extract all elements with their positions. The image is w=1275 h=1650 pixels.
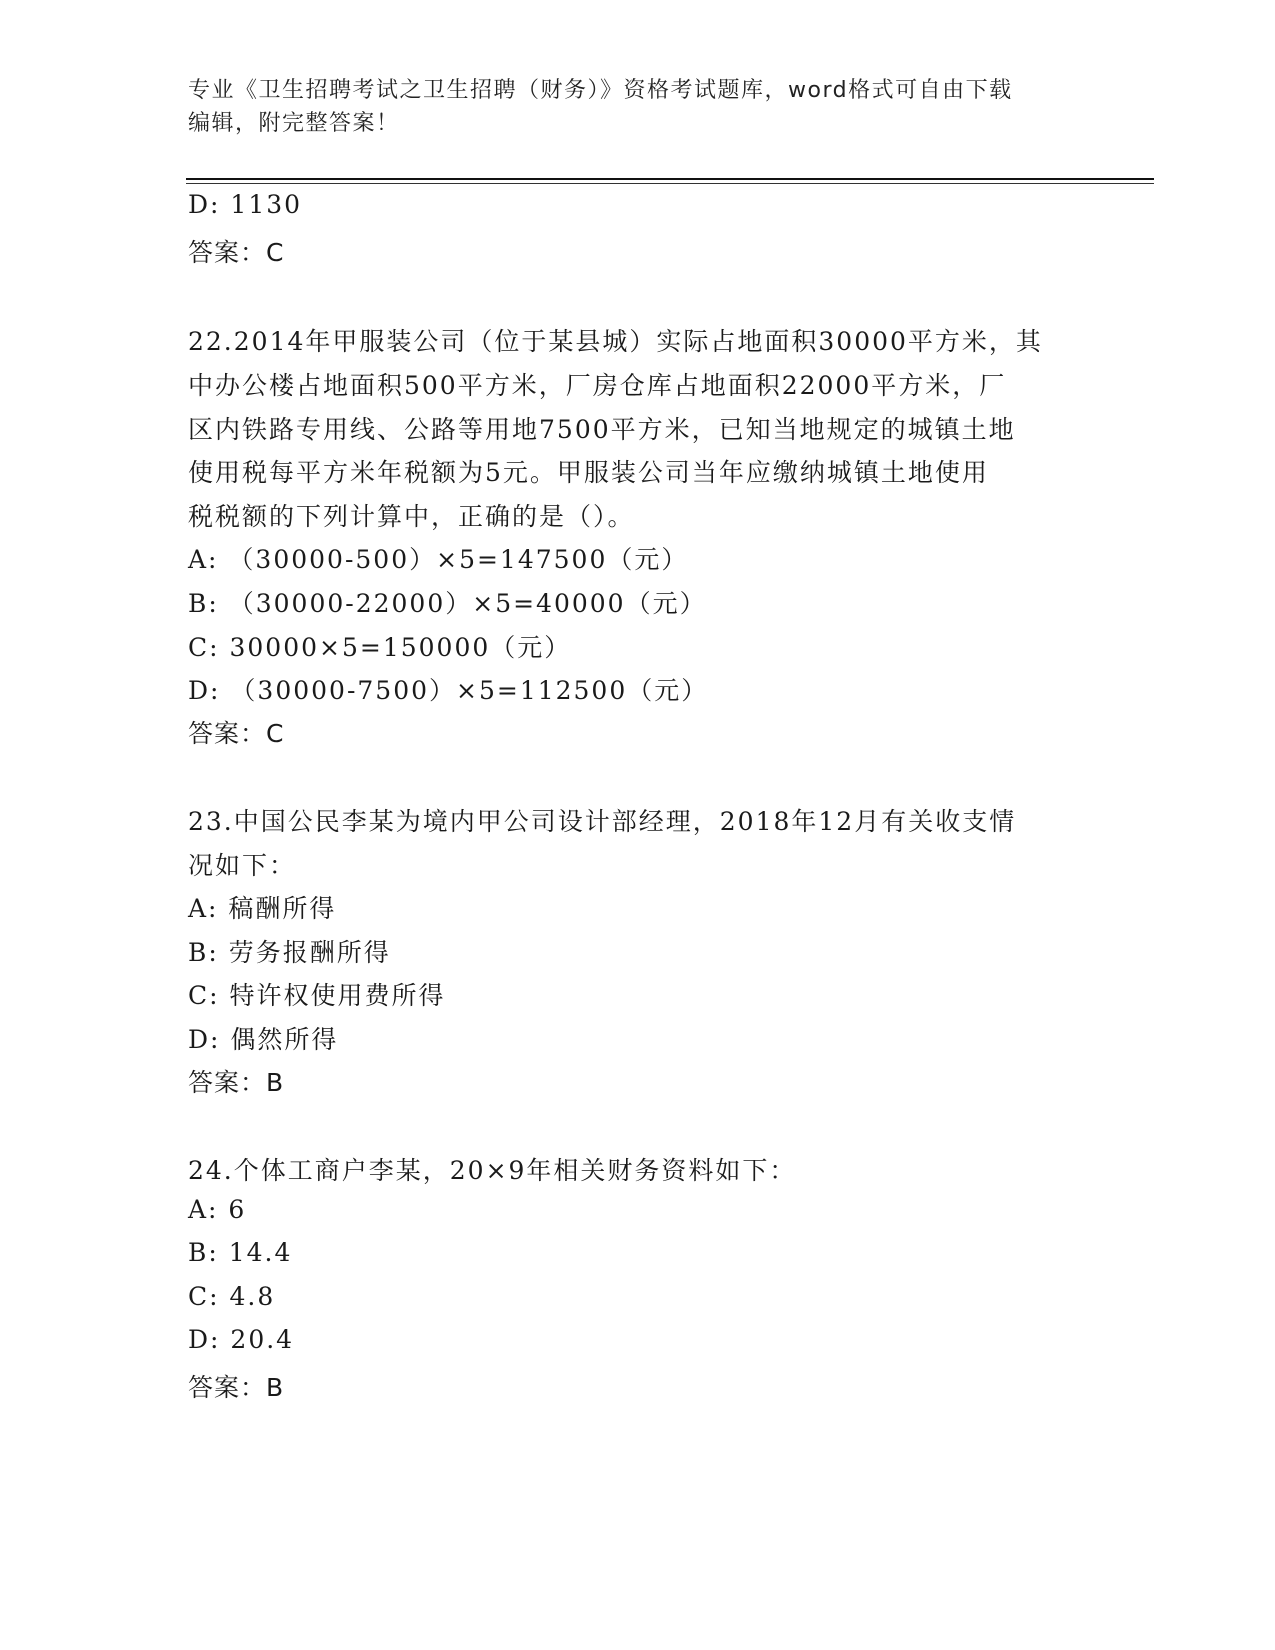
q22-line-1: 22.2014年甲服装公司（位于某县城）实际占地面积30000平方米，其 <box>188 327 1043 356</box>
q22-option-b: B: （30000-22000）×5=40000（元） <box>188 589 707 618</box>
q23-line-1: 23.中国公民李某为境内甲公司设计部经理，2018年12月有关收支情 <box>188 807 1017 836</box>
header-rule-thin <box>186 183 1154 184</box>
q23-option-c: C: 特许权使用费所得 <box>188 981 446 1010</box>
q22-line-5: 税税额的下列计算中，正确的是（）。 <box>188 502 635 531</box>
q23-option-d: D: 偶然所得 <box>188 1025 339 1054</box>
prev-option-d: D: 1130 <box>188 190 303 219</box>
q22-line-3: 区内铁路专用线、公路等用地7500平方米，已知当地规定的城镇土地 <box>188 415 1016 444</box>
q24-option-c: C: 4.8 <box>188 1282 276 1311</box>
q24-line-1: 24.个体工商户李某，20×9年相关财务资料如下： <box>188 1156 797 1185</box>
q22-option-a: A: （30000-500）×5=147500（元） <box>188 545 689 574</box>
q23-option-b: B: 劳务报酬所得 <box>188 938 391 967</box>
header-line-2: 编辑，附完整答案！ <box>188 111 400 136</box>
q22-answer: 答案：C <box>188 719 285 748</box>
q24-option-d: D: 20.4 <box>188 1325 295 1354</box>
q22-option-d: D: （30000-7500）×5=112500（元） <box>188 676 709 705</box>
q23-line-2: 况如下： <box>188 851 297 880</box>
q24-option-b: B: 14.4 <box>188 1238 293 1267</box>
q24-option-a: A: 6 <box>188 1195 247 1224</box>
header-rule-thick <box>186 178 1154 180</box>
q22-option-c: C: 30000×5=150000（元） <box>188 633 572 662</box>
q23-answer: 答案：B <box>188 1068 285 1097</box>
header-line-1: 专业《卫生招聘考试之卫生招聘（财务）》资格考试题库，word格式可自由下载 <box>188 78 1013 103</box>
q22-line-2: 中办公楼占地面积500平方米，厂房仓库占地面积22000平方米，厂 <box>188 371 1007 400</box>
q24-answer: 答案：B <box>188 1373 285 1402</box>
q22-line-4: 使用税每平方米年税额为5元。甲服装公司当年应缴纳城镇土地使用 <box>188 458 989 487</box>
page-header <box>188 74 1088 140</box>
prev-answer: 答案：C <box>188 238 285 267</box>
q23-option-a: A: 稿酬所得 <box>188 894 337 923</box>
